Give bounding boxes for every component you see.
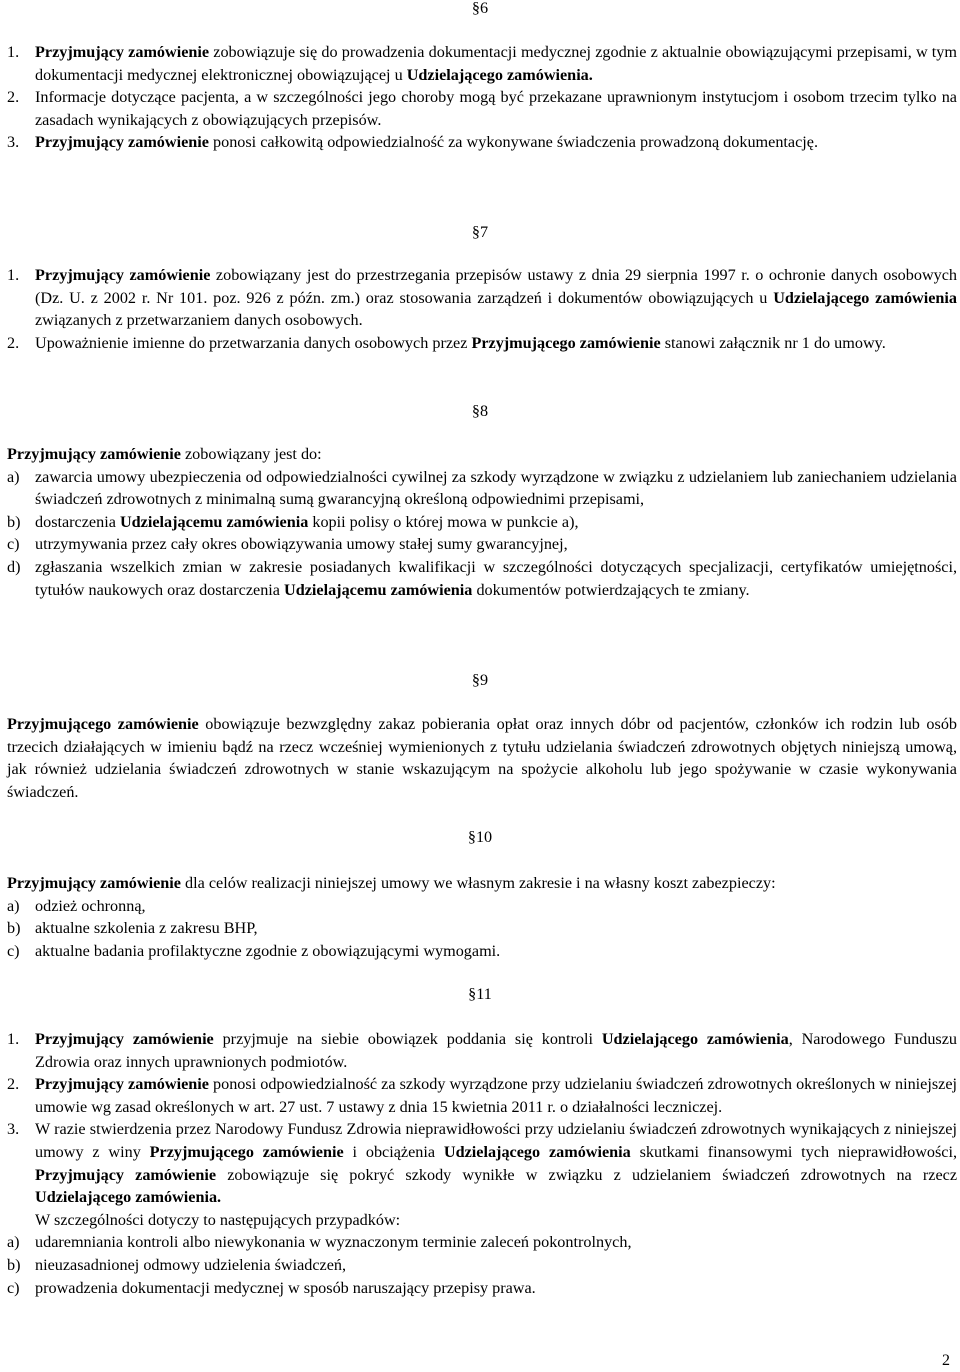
section-9-header: §9 [471,671,489,689]
item-text [35,133,818,151]
section-8-item [7,556,957,601]
text-run: obowiązuje bezwzględny zakaz pobierania opłat oraz innych dóbr od pacjentów, członków ich rodzin lub osób trzecich działających w imieniu bądź na rzecz wcześniej wymienionych z tytułu udzielania świadczeń zdrowotnych objętych niniejszą umową, jak również udzielania świadczeń zdrowotnych w stanie wskazującym na spożycie alkoholu lub jego spożywanie w czasie wykonywania świadczeń. [7,715,958,801]
section-11-sub-item [7,1254,957,1277]
item-letter: c) [7,941,20,960]
text-run: zawarcia umowy ubezpieczenia od odpowiedzialności cywilnej za szkody wyrządzone w związku z udzielaniem lub zaniechaniem udzielania świadczeń zdrowotnych z minimalną sumą gwarancyjną określoną odpowiednimi przepisami, [35,467,957,509]
text-run: ponosi odpowiedzialność za szkody wyrządzone przy udzielaniu świadczeń zdrowotnych określonych w niniejszej umowie wg zasad określonych w art. 27 ust. 7 ustawy z dnia 15 kwietnia 2011 r. o działalności leczniczej. [35,1075,958,1116]
bold-text: Przyjmujący zamówienie [35,133,209,152]
section-11-sub-item [7,1231,957,1254]
item-number: 3. [7,133,20,152]
bold-text: Przyjmującego zamówienie [149,1142,344,1161]
text-run: przyjmuje na siebie obowiązek poddania się kontroli [213,1030,602,1048]
section-7-header: §7 [471,223,489,241]
text-run: zobowiązany jest do przestrzegania przepisów ustawy z dnia 29 sierpnia 1997 r. o ochronie danych osobowych (Dz. U. z 2002 r. Nr 101. poz. 926 z późn. zm.) oraz stosowania zarządzeń i dokumentów obowiązujących u [35,266,958,307]
section-7-item [7,332,957,355]
item-number: 2. [7,1075,20,1094]
text-run: zobowiązuje się do prowadzenia dokumentacji medycznej zgodnie z aktualnie obowiązującymi przepisami, w tym dokumentacji medycznej elektronicznej obowiązującej u [35,43,957,84]
section-10-body [7,872,957,962]
bold-text: Udzielającemu zamówienia [119,512,309,531]
section-6-item [7,86,957,131]
section-8-intro [7,443,957,466]
item-text [35,535,568,553]
text-run: Upoważnienie imienne do przetwarzania danych osobowych przez [35,333,472,352]
section-11-item [7,1073,957,1118]
text-run: Informacje dotyczące pacjenta, a w szczególności jego choroby mogą być przekazane uprawnionym instytucjom i osobom trzecim tylko na zasadach wynikających z obowiązujących przepisów. [35,88,957,129]
bold-text: Przyjmującego zamówienie [471,333,661,352]
text-run: utrzymywania przez cały okres obowiązywania umowy stałej sumy gwarancyjnej, [35,535,568,554]
text-run: ponosi całkowitą odpowiedzialność za wykonywane świadczenia prowadzoną dokumentację. [208,133,819,152]
text-run: dla celów realizacji niniejszej umowy we własnym zakresie i na własny koszt zabezpieczy: [180,874,776,892]
bold-text: Przyjmujący zamówienie [35,266,211,284]
section-7-item [7,264,957,332]
section-10-intro [7,872,957,895]
item-letter: d) [7,557,21,576]
section-8-item [7,511,957,534]
text-run: odzież ochronną, [35,896,146,915]
item-number: 1. [7,43,20,61]
section-11-item [7,1028,957,1073]
section-9-body [7,713,957,803]
bold-text: Przyjmujący zamówienie [7,445,181,463]
section-11-header: §11 [468,985,492,1003]
text-run: związanych z przetwarzaniem danych osobowych. [35,311,363,330]
bold-text: Przyjmującego zamówienie [7,715,199,733]
bold-text: Udzielającego zamówienia [773,288,958,307]
item-letter: b) [7,1255,21,1274]
section-8-header: §8 [471,402,489,420]
text-run: aktualne szkolenia z zakresu BHP, [35,919,258,938]
item-text [35,1030,957,1071]
text-run: stanowi załącznik nr 1 do umowy. [660,333,886,352]
text-run: W razie stwierdzenia przez Narodowy Fundusz Zdrowia nieprawidłowości przy udzielaniu świadczeń zdrowotnych wynikających z niniejszej umowy z winy [35,1120,957,1161]
item-letter: c) [7,535,20,554]
item-letter: c) [7,1278,20,1297]
section-11-sub-intro: W szczególności dotyczy to następujących przypadków: [35,1210,401,1229]
text-run: skutkami finansowymi tych nieprawidłowości, [630,1142,958,1161]
section-10-item [7,917,957,940]
item-letter: b) [7,512,21,531]
item-text [35,43,957,84]
text-run: aktualne badania profilaktyczne zgodnie z obowiązującymi wymogami. [35,941,501,960]
item-text [35,942,500,960]
bold-text: Udzielającego zamówienia. [35,1188,222,1207]
section-8-item [7,466,957,511]
item-text [35,513,579,531]
section-6-header: §6 [471,0,489,17]
bold-text: Udzielającego zamówienia. [406,65,593,84]
item-text [35,897,146,915]
item-letter: a) [7,896,20,915]
page-number: 2 [942,1352,950,1369]
bold-text: Udzielającemu zamówienia [284,580,473,599]
section-6-item [7,131,957,154]
item-text [35,919,258,937]
text-run: , Narodowego Funduszu Zdrowia oraz innych uprawnionych podmiotów. [35,1030,957,1071]
section-6-item [7,41,957,86]
section-9-paragraph [7,713,957,803]
section-8-body [7,443,957,601]
item-number: 2. [7,333,20,352]
bold-text: Przyjmujący zamówienie [7,874,181,892]
bold-text: Udzielającego zamówienia [443,1142,631,1161]
section-11-body [7,1028,957,1299]
sub-item-text: udaremniania kontroli albo niewykonania w wyznaczonym terminie zaleceń pokontrolnych, [35,1233,632,1252]
sub-item-text: nieuzasadnionej odmowy udzielenia świadczeń, [35,1255,347,1274]
item-number: 3. [7,1120,20,1139]
section-11-sub-item [7,1277,957,1300]
section-6-body [7,41,957,154]
section-10-header: §10 [467,828,493,846]
bold-text: Przyjmujący zamówienie [35,1075,209,1094]
bold-text: Przyjmujący zamówienie [35,1165,217,1184]
text-run: i obciążenia [343,1142,444,1161]
item-number: 1. [7,1030,20,1048]
section-8-item [7,533,957,556]
item-text [35,334,886,352]
text-run: zobowiązany jest do: [180,445,322,463]
section-11-item [7,1118,957,1208]
item-text [35,1075,957,1116]
item-text [35,1120,957,1206]
text-run: dokumentów potwierdzających te zmiany. [472,580,750,599]
item-letter: a) [7,467,20,486]
section-10-item [7,895,957,918]
text-run: kopii polisy o której mowa w punkcie a), [308,512,579,531]
item-text [35,468,957,509]
bold-text: Udzielającego zamówienia [601,1030,789,1048]
item-letter: b) [7,919,21,938]
item-letter: a) [7,1233,20,1252]
item-text [35,266,957,329]
item-text [35,88,957,129]
sub-item-text: prowadzenia dokumentacji medycznej w sposób naruszający przepisy prawa. [35,1278,536,1297]
bold-text: Przyjmujący zamówienie [35,1030,214,1048]
bold-text: Przyjmujący zamówienie [35,43,210,61]
section-10-item [7,940,957,963]
item-text [35,558,957,599]
item-number: 2. [7,88,20,107]
text-run: zobowiązuje się pokryć szkody wynikłe w związku z udzielaniem świadczeń zdrowotnych na rzecz [216,1165,958,1184]
item-number: 1. [7,266,20,284]
text-run: zgłaszania wszelkich zmian w zakresie posiadanych kwalifikacji w szczególności dotyczących specjalizacji, certyfikatów umiejętności, tytułów naukowych oraz dostarczenia [35,557,957,599]
text-run: dostarczenia [35,512,120,531]
section-7-body [7,264,957,354]
